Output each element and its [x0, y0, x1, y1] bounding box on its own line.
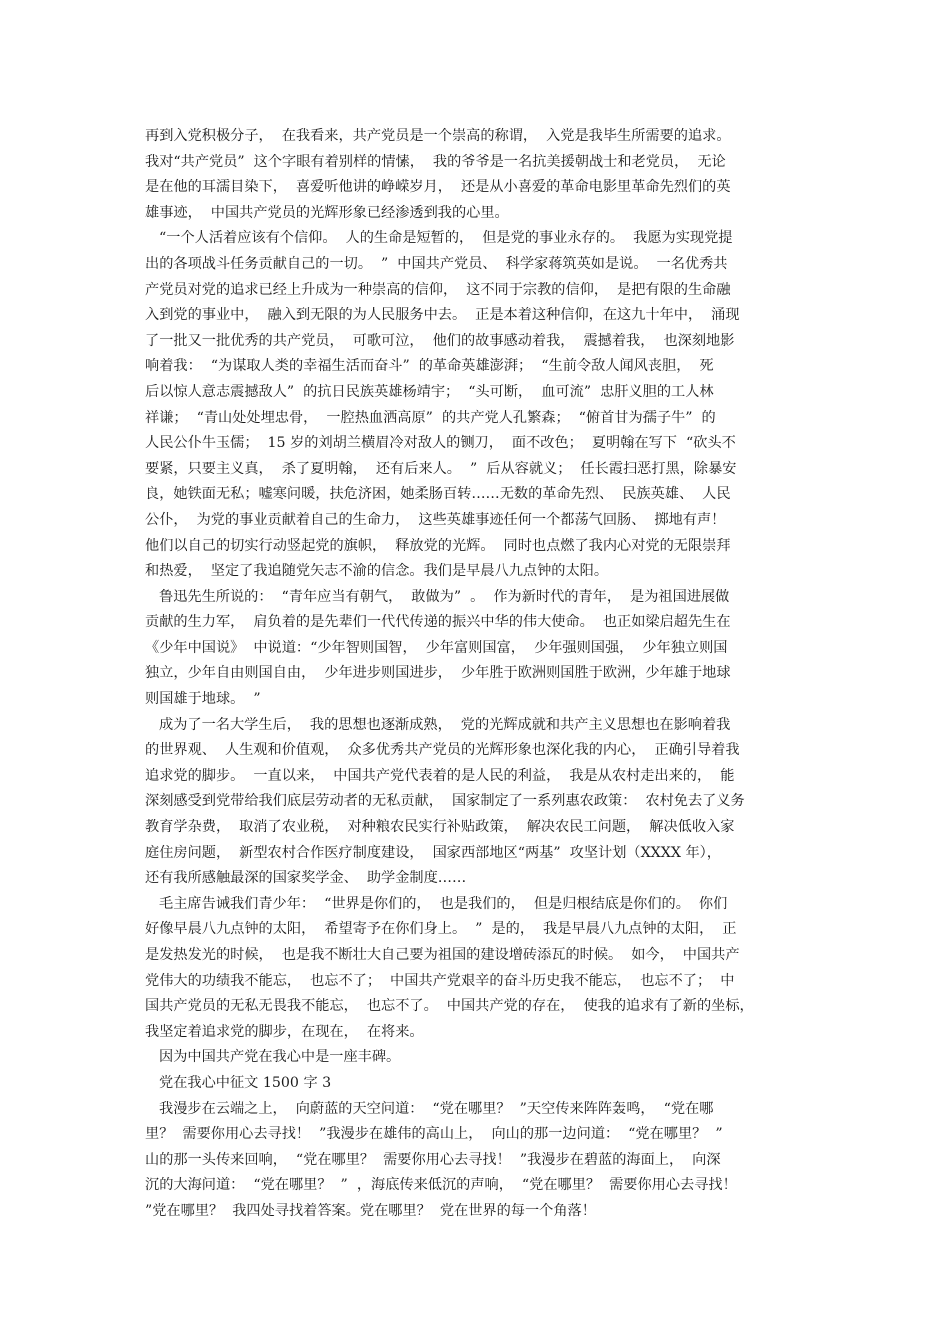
text-line: 沉的大海问道： “党在哪里？ ” ，海底传来低沉的声响， “党在哪里？ 需要你用心去寻找！ — [145, 1177, 737, 1194]
text-line: 出的各项战斗任务贡献自己的一切。 ” 中国共产党员、 科学家蒋筑英如是说。 一名优秀共 — [145, 255, 728, 272]
text-line: 《少年中国说》 中说道：“少年智则国智， 少年富则国富， 少年强则国强， 少年独立则国 — [145, 639, 728, 656]
text-line: 毛主席告诫我们青少年： “世界是你们的， 也是我们的， 但是归根结底是你们的。 你们 — [159, 895, 728, 912]
text-line: 教育学杂费， 取消了农业税， 对种粮农民实行补贴政策， 解决农民工问题， 解决低收入家 — [145, 819, 735, 836]
text-line: 产党员对党的追求已经上升成为一种崇高的信仰， 这不同于宗教的信仰， 是把有限的生命融 — [145, 281, 731, 298]
text-line: 党在我心中征文 1500 字 3 — [159, 1074, 332, 1091]
text-line: 庭住房问题， 新型农村合作医疗制度建设， 国家西部地区“两基” 攻坚计划（XXXX 年）， — [145, 844, 721, 861]
text-line: 入到党的事业中， 融入到无限的为人民服务中去。 正是本着这种信仰，在这九十年中， 涌现 — [145, 307, 740, 324]
text-line: 良，她铁面无私；嘘寒问暖，扶危济困，她柔肠百转……无数的革命先烈、 民族英雄、 人民 — [145, 486, 731, 503]
text-line: 则国雄于地球。 ” — [145, 691, 261, 708]
text-line: 贡献的生力军， 肩负着的是先辈们一代代传递的振兴中华的伟大使命。 也正如梁启超先生在 — [145, 614, 731, 631]
text-line: 山的那一头传来回响， “党在哪里？ 需要你用心去寻找！ ”我漫步在碧蓝的海面上， 向深 — [145, 1151, 721, 1168]
text-line: 追求党的脚步。 一直以来， 中国共产党代表着的是人民的利益， 我是从农村走出来的， 能 — [145, 767, 735, 784]
text-line: 国共产党员的无私无畏我不能忘， 也忘不了。 中国共产党的存在， 使我的追求有了新的坐标， — [145, 998, 754, 1015]
text-line: 后以惊人意志震撼敌人” 的抗日民族英雄杨靖宇； “头可断， 血可流” 忠肝义胆的工人林 — [145, 383, 714, 400]
text-line: 里？ 需要你用心去寻找！ ”我漫步在雄伟的高山上， 向山的那一边问道： “党在哪里？ ” — [145, 1126, 723, 1143]
text-line: 人民公仆牛玉儒； 15 岁的刘胡兰横眉冷对敌人的铡刀， 面不改色； 夏明翰在写下 “砍头不 — [145, 435, 736, 452]
text-line: 是发热发光的时候， 也是我不断壮大自己要为祖国的建设增砖添瓦的时候。 如今， 中国共产 — [145, 947, 740, 963]
text-line: 响着我： “为谋取人类的幸福生活而奋斗” 的革命英雄澎湃； “生前令敌人闻风丧胆， 死 — [145, 358, 714, 375]
text-line: 要紧，只要主义真， 杀了夏明翰， 还有后来人。 ” 后从容就义； 任长霞扫恶打黑，除暴安 — [145, 460, 737, 477]
text-line: 祥谦； “青山处处埋忠骨， 一腔热血洒高原” 的共产党人孔繁森； “俯首甘为孺子牛” 的 — [145, 409, 716, 426]
text-line: 好像早晨八九点钟的太阳， 希望寄予在你们身上。 ” 是的， 我是早晨八九点钟的太阳， 正 — [145, 921, 737, 938]
text-line: 因为中国共产党在我心中是一座丰碑。 — [159, 1049, 401, 1066]
text-line: 深刻感受到党带给我们底层劳动者的无私贡献， 国家制定了一系列惠农政策： 农村免去了义务 — [145, 793, 745, 810]
text-line: 成为了一名大学生后， 我的思想也逐渐成熟， 党的光辉成就和共产主义思想也在影响着我 — [159, 716, 731, 733]
text-line: 和热爱， 坚定了我追随党矢志不渝的信念。我们是早晨八九点钟的太阳。 — [145, 563, 609, 580]
text-line: 独立，少年自由则国自由， 少年进步则国进步， 少年胜于欧洲则国胜于欧洲，少年雄于地球 — [145, 665, 731, 682]
text-line: 再到入党积极分子， 在我看来，共产党员是一个崇高的称谓， 入党是我毕生所需要的追求。 — [145, 128, 731, 144]
text-line: 党伟大的功绩我不能忘， 也忘不了； 中国共产党艰辛的奋斗历史我不能忘， 也忘不了； 中 — [145, 972, 735, 989]
text-line: 我漫步在云端之上， 向蔚蓝的天空问道： “党在哪里？ ”天空传来阵阵轰鸣， “党在哪 — [159, 1100, 714, 1117]
text-line: 是在他的耳濡目染下， 喜爱听他讲的峥嵘岁月， 还是从小喜爱的革命电影里革命先烈们的英 — [145, 179, 731, 196]
text-line: 我坚定着追求党的脚步，在现在， 在将来。 — [145, 1023, 424, 1040]
text-line: 雄事迹， 中国共产党员的光辉形象已经渗透到我的心里。 — [145, 204, 509, 221]
document-body — [145, 124, 817, 1225]
text-line: 还有我所感触最深的国家奖学金、 助学金制度…… — [145, 870, 467, 887]
text-line: 他们以自己的切实行动竖起党的旗帜， 释放党的光辉。 同时也点燃了我内心对党的无限崇拜 — [145, 537, 731, 554]
text-line: “一个人活着应该有个信仰。 人的生命是短暂的， 但是党的事业永存的。 我愿为实现党提 — [159, 230, 733, 247]
text-line: 公仆， 为党的事业贡献着自己的生命力， 这些英雄事迹任何一个都荡气回肠、 掷地有声！ — [145, 511, 726, 528]
text-line: 了一批又一批优秀的共产党员， 可歌可泣， 他们的故事感动着我， 震撼着我， 也深刻地影 — [145, 332, 735, 349]
text-line: 我对“共产党员” 这个字眼有着别样的情愫， 我的爷爷是一名抗美援朝战士和老党员， 无论 — [145, 153, 726, 170]
text-line: 鲁迅先生所说的： “青年应当有朝气， 敢做为” 。 作为新时代的青年， 是为祖国进展做 — [159, 588, 730, 605]
text-line: ”党在哪里？ 我四处寻找着答案。党在哪里？ 党在世界的每一个角落！ — [145, 1202, 596, 1219]
text-line: 的世界观、 人生观和价值观， 众多优秀共产党员的光辉形象也深化我的内心， 正确引导着我 — [145, 742, 740, 759]
